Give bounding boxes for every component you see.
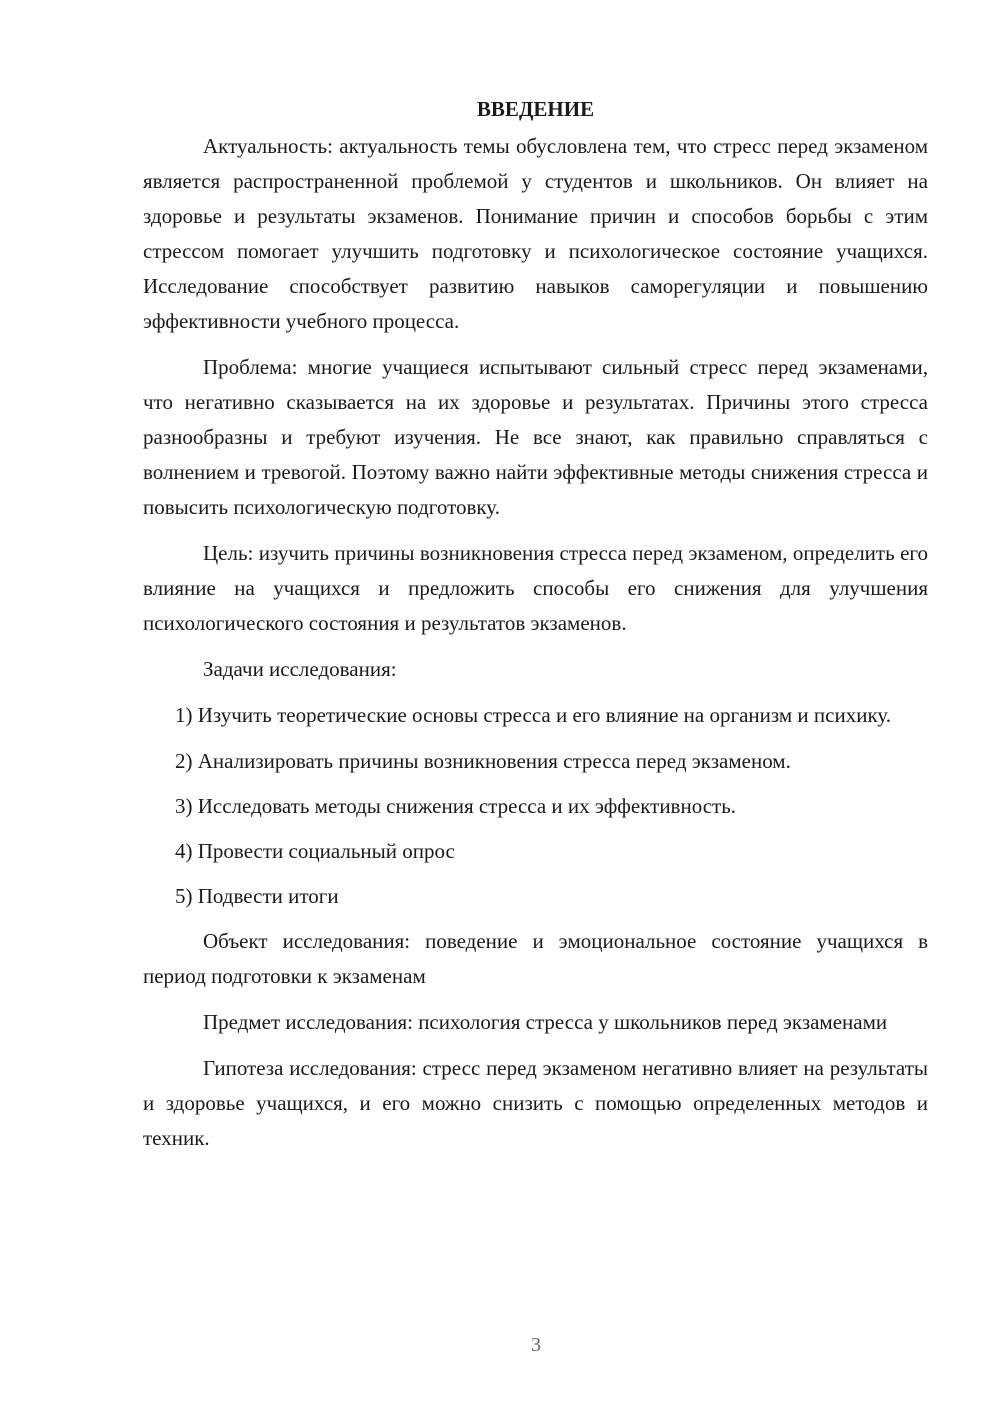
- task-item-4: 4) Провести социальный опрос: [175, 839, 455, 863]
- task-item-1: 1) Изучить теоретические основы стресса и его влияние на организм и психику.: [175, 703, 892, 727]
- task-item-2: 2) Анализировать причины возникновения стресса перед экзаменом.: [175, 749, 791, 773]
- hypothesis-paragraph: Гипотеза исследования: стресс перед экзаменом негативно влияет на результаты и здоровье учащихся, и его можно снизить с помощью определенных методов и техник.: [143, 1056, 928, 1150]
- problem-paragraph: Проблема: многие учащиеся испытывают сильный стресс перед экзаменами, что негативно сказывается на их здоровье и результатах. Причины этого стресса разнообразны и требуют изучения. Не все знают, как правильно справляться с волнением и тревогой. Поэтому важно найти эффективные методы снижения стресса и повысить психологическую подготовку.: [143, 355, 928, 519]
- page-number: 3: [531, 1334, 541, 1356]
- object-paragraph: Объект исследования: поведение и эмоциональное состояние учащихся в период подготовки к экзаменам: [143, 929, 928, 988]
- document-page: [143, 94, 928, 1156]
- page-title: ВВЕДЕНИЕ: [476, 97, 595, 121]
- goal-paragraph: Цель: изучить причины возникновения стресса перед экзаменом, определить его влияние на учащихся и предложить способы его снижения для улучшения психологического состояния и результатов экзаменов.: [143, 541, 928, 635]
- task-item-3: 3) Исследовать методы снижения стресса и их эффективность.: [175, 794, 737, 818]
- relevance-paragraph: Актуальность: актуальность темы обусловлена тем, что стресс перед экзаменом является распространенной проблемой у студентов и школьников. Он влияет на здоровье и результаты экзаменов. Понимание причин и способов борьбы с этим стрессом помогает улучшить подготовку и психологическое состояние учащихся. Исследование способствует развитию навыков саморегуляции и повышению эффективности учебного процесса.: [143, 134, 928, 333]
- subject-paragraph: Предмет исследования: психология стресса у школьников перед экзаменами: [203, 1010, 888, 1034]
- task-item-5: 5) Подвести итоги: [175, 884, 339, 908]
- tasks-heading: Задачи исследования:: [203, 657, 397, 681]
